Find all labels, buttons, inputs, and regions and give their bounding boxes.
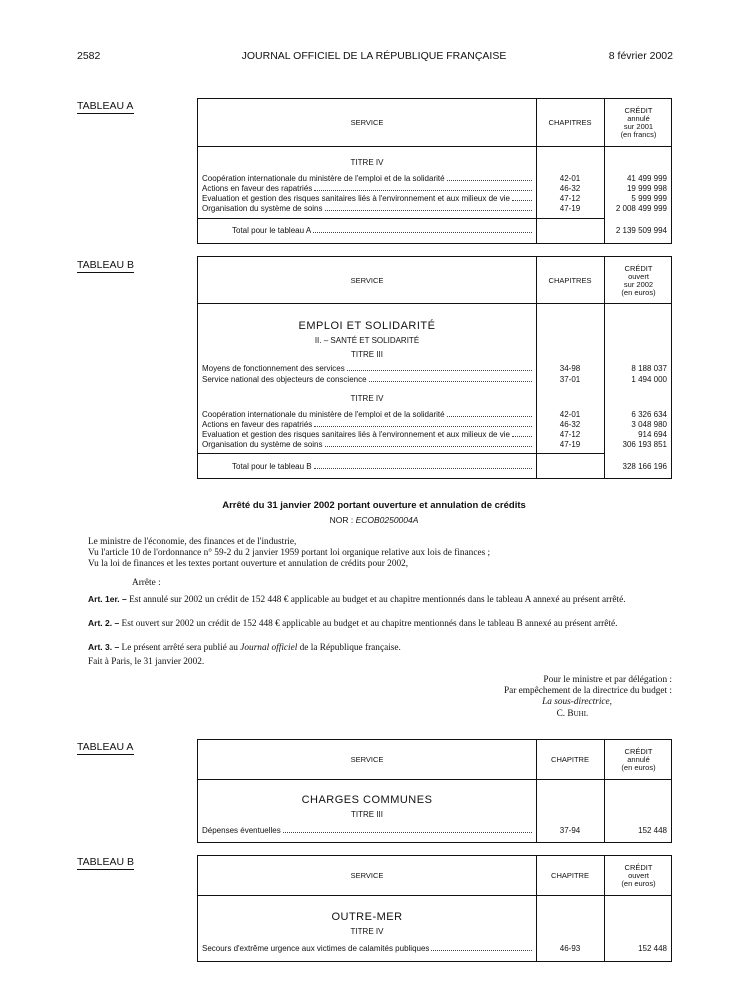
nor-reference: NOR : ECOB0250004A xyxy=(329,515,419,525)
table-row: Moyens de fonctionnement des services 34-98 8 188 037 xyxy=(202,364,667,373)
signature-line: Par empêchement de la directrice du budget : xyxy=(503,686,672,696)
col-chapitre: CHAPITRE xyxy=(551,755,589,764)
fait-a-paris: Fait à Paris, le 31 janvier 2002. xyxy=(88,657,205,667)
col-credit: CRÉDIT annulé (en euros) xyxy=(621,747,656,772)
col-service: SERVICE xyxy=(350,275,384,285)
ministry-heading: OUTRE-MER xyxy=(331,911,403,923)
section-heading: II. – SANTÉ ET SOLIDARITÉ xyxy=(314,336,420,345)
page-number: 2582 xyxy=(77,50,101,62)
article-1: Art. 1er. – Est annulé sur 2002 un crédit de 152 448 € applicable au budget et au chapitre mentionnés dans le tableau A annexé au présent arrêté. xyxy=(88,594,626,605)
table-row: Evaluation et gestion des risques sanitaires liés à l'environnement et aux milieux de vie 47-12 5 999 999 xyxy=(202,194,667,203)
paragraph: Vu l'article 10 de l'ordonnance n° 59-2 du 2 janvier 1959 portant loi organique relative aux lois de finances ; xyxy=(88,548,491,558)
col-chapitre: CHAPITRE xyxy=(551,871,589,880)
table-label: TABLEAU B xyxy=(77,856,134,868)
col-credit: CRÉDIT ouvert sur 2002 (en euros) xyxy=(621,263,656,297)
table-row: Actions en faveur des rapatriés 46-32 19 999 998 xyxy=(202,184,667,193)
table-row: Coopération internationale du ministère de l'emploi et de la solidarité 42-01 41 499 999 xyxy=(202,174,667,183)
table-row: Secours d'extrême urgence aux victimes de calamités publiques 46-93 152 448 xyxy=(202,944,667,953)
titre-heading: TITRE III xyxy=(351,810,383,819)
total-row: Total pour le tableau B 328 166 196 xyxy=(232,462,667,471)
table-row: Actions en faveur des rapatriés 46-32 3 048 980 xyxy=(202,420,667,429)
col-service: SERVICE xyxy=(350,755,384,764)
titre-heading: TITRE IV xyxy=(350,158,384,167)
ministry-heading: EMPLOI ET SOLIDARITÉ xyxy=(298,320,436,332)
col-chapitres: CHAPITRES xyxy=(548,275,592,285)
article-2: Art. 2. – Est ouvert sur 2002 un crédit de 152 448 € applicable au budget et au chapitre mentionnés dans le tableau B annexé au présent arrêté. xyxy=(88,618,618,629)
paragraph: Vu la loi de finances et les textes portant ouverture et annulation de crédits pour 2002, xyxy=(88,559,409,569)
credit-table-opened-2002 xyxy=(197,256,672,479)
credit-table-opened-euros xyxy=(197,855,672,962)
paragraph: Le ministre de l'économie, des finances et de l'industrie, xyxy=(88,537,297,547)
signature-line: La sous-directrice, xyxy=(542,697,612,707)
table-label: TABLEAU A xyxy=(77,100,134,112)
table-row: Organisation du système de soins 47-19 2 008 499 999 xyxy=(202,204,667,213)
arrete-title: Arrêté du 31 janvier 2002 portant ouverture et annulation de crédits xyxy=(222,500,526,511)
titre-heading: TITRE III xyxy=(351,350,383,359)
titre-heading: TITRE IV xyxy=(350,394,384,403)
journal-title: JOURNAL OFFICIEL DE LA RÉPUBLIQUE FRANÇAISE xyxy=(241,50,507,62)
article-3: Art. 3. – Le présent arrêté sera publié au Journal officiel de la République française. xyxy=(88,642,401,653)
total-row: Total pour le tableau A 2 139 509 994 xyxy=(232,226,667,235)
table-row: Service national des objecteurs de conscience 37-01 1 494 000 xyxy=(202,375,667,384)
signature-line: Pour le ministre et par délégation : xyxy=(543,675,672,685)
col-service: SERVICE xyxy=(350,118,384,127)
table-row: Organisation du système de soins 47-19 306 193 851 xyxy=(202,440,667,449)
col-credit: CRÉDIT annulé sur 2001 (en francs) xyxy=(620,106,657,139)
col-service: SERVICE xyxy=(350,871,384,880)
ministry-heading: CHARGES COMMUNES xyxy=(301,794,433,806)
arrete-word: Arrête : xyxy=(132,578,161,588)
table-row: Evaluation et gestion des risques sanitaires liés à l'environnement et aux milieux de vie 47-12 914 694 xyxy=(202,430,667,439)
table-row: Coopération internationale du ministère de l'emploi et de la solidarité 42-01 6 326 634 xyxy=(202,410,667,419)
titre-heading: TITRE IV xyxy=(350,927,384,936)
table-row: Dépenses éventuelles 37-94 152 448 xyxy=(202,826,667,835)
table-label: TABLEAU B xyxy=(77,259,134,271)
credit-table-annulled-2001 xyxy=(197,98,672,244)
signatory-name: C. Buhl xyxy=(556,709,588,719)
col-credit: CRÉDIT ouvert (en euros) xyxy=(621,863,656,888)
issue-date: 8 février 2002 xyxy=(608,50,673,62)
table-label: TABLEAU A xyxy=(77,741,134,753)
credit-table-annulled-euros xyxy=(197,739,672,843)
col-chapitres: CHAPITRES xyxy=(548,118,592,127)
